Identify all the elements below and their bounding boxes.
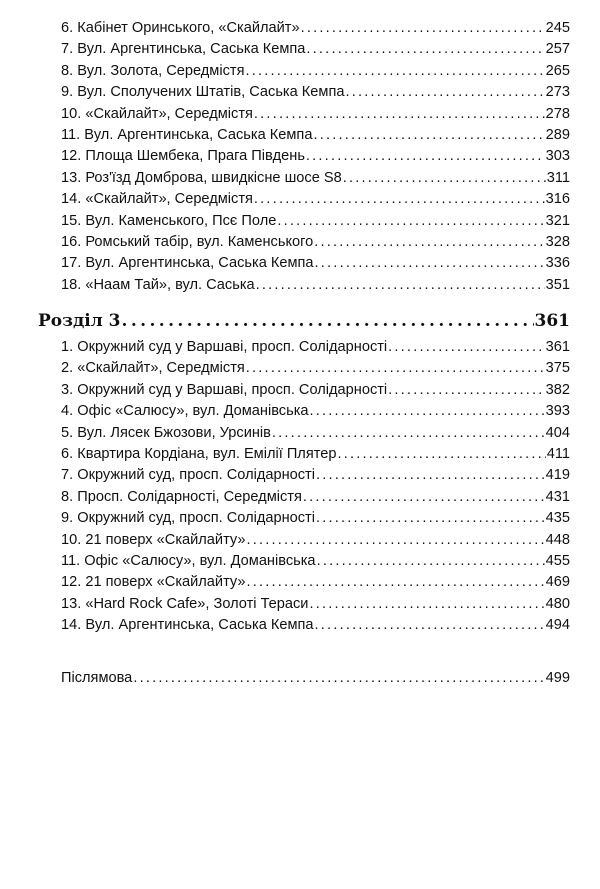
toc-entry-title: 18. «Наам Тай», вул. Саська	[61, 276, 255, 293]
toc-entry-page: 361	[545, 339, 570, 356]
toc-entry	[38, 380, 570, 401]
toc-group-chapter-2-continued	[38, 18, 570, 296]
toc-entry	[38, 337, 570, 358]
leader-dots	[310, 401, 545, 422]
toc-entry-page: 375	[545, 360, 570, 377]
toc-entry-page: 257	[545, 41, 570, 58]
toc-entry	[38, 423, 570, 444]
toc-entry-title: 5. Вул. Лясек Бжозови, Урсинів	[61, 424, 271, 441]
toc-entry-title: 8. Просп. Солідарності, Середмістя	[61, 488, 302, 505]
toc-entry	[38, 444, 570, 465]
toc-entry	[38, 189, 570, 210]
toc-entry	[38, 39, 570, 60]
table-of-contents	[38, 18, 570, 689]
toc-entry	[38, 82, 570, 103]
leader-dots	[345, 82, 544, 103]
leader-dots	[301, 18, 545, 39]
toc-entry-page: 351	[545, 276, 570, 293]
afterword-page: 499	[545, 669, 570, 686]
toc-entry-page: 494	[545, 617, 570, 634]
leader-dots	[388, 337, 544, 358]
leader-dots	[388, 380, 544, 401]
toc-entry-title: 13. «Hard Rock Cafe», Золоті Тераси	[61, 595, 309, 612]
toc-entry-page: 311	[546, 169, 570, 186]
toc-entry	[38, 487, 570, 508]
section-page: 361	[534, 311, 570, 332]
toc-entry-title: 11. Офіс «Салюсу», вул. Доманівська	[61, 552, 316, 569]
toc-entry	[38, 572, 570, 593]
toc-entry	[38, 551, 570, 572]
toc-section-heading	[38, 308, 570, 334]
toc-entry-title: 10. «Скайлайт», Середмістя	[61, 105, 253, 122]
toc-entry	[38, 104, 570, 125]
toc-entry-page: 328	[545, 233, 570, 250]
toc-entry-title: 8. Вул. Золота, Середмістя	[61, 62, 245, 79]
leader-dots	[303, 487, 545, 508]
toc-entry-page: 321	[545, 212, 570, 229]
toc-entry	[38, 61, 570, 82]
toc-entry	[38, 508, 570, 529]
toc-entry	[38, 465, 570, 486]
leader-dots	[343, 168, 546, 189]
toc-entry-page: 382	[545, 381, 570, 398]
leader-dots	[316, 508, 545, 529]
toc-entry	[38, 358, 570, 379]
leader-dots	[272, 423, 545, 444]
toc-entry-page: 431	[545, 488, 570, 505]
leader-dots	[306, 39, 544, 60]
toc-entry-title: 9. Окружний суд, просп. Солідарності	[61, 510, 315, 527]
leader-dots	[309, 594, 544, 615]
leader-dots	[247, 572, 545, 593]
leader-dots	[315, 615, 545, 636]
leader-dots	[306, 146, 545, 167]
toc-entry	[38, 530, 570, 551]
section-title: Розділ 3	[38, 311, 121, 332]
toc-entry-title: 14. «Скайлайт», Середмістя	[61, 191, 253, 208]
toc-entry-title: 6. Квартира Кордіана, вул. Емілії Плятер	[61, 446, 337, 463]
toc-entry-title: 7. Окружний суд, просп. Солідарності	[61, 467, 315, 484]
leader-dots	[313, 125, 544, 146]
toc-entry-title: 4. Офіс «Салюсу», вул. Доманівська	[61, 403, 309, 420]
toc-entry	[38, 146, 570, 167]
toc-entry-title: 17. Вул. Аргентинська, Саська Кемпа	[61, 255, 314, 272]
leader-dots	[317, 551, 545, 572]
afterword-title: Післямова	[61, 669, 133, 686]
leader-dots	[247, 530, 545, 551]
leader-dots	[246, 358, 545, 379]
toc-entry-page: 419	[545, 467, 570, 484]
toc-entry-page: 289	[545, 126, 570, 143]
toc-entry-page: 265	[545, 62, 570, 79]
toc-entry-page: 316	[545, 191, 570, 208]
toc-entry-title: 14. Вул. Аргентинська, Саська Кемпа	[61, 617, 314, 634]
toc-entry-page: 303	[545, 148, 570, 165]
toc-entry-page: 411	[546, 446, 570, 463]
toc-entry	[38, 18, 570, 39]
toc-entry	[38, 168, 570, 189]
toc-entry-page: 448	[545, 531, 570, 548]
leader-dots	[122, 308, 534, 334]
toc-entry-title: 7. Вул. Аргентинська, Саська Кемпа	[61, 41, 306, 58]
leader-dots	[277, 211, 544, 232]
toc-entry	[38, 594, 570, 615]
toc-entry-title: 2. «Скайлайт», Середмістя	[61, 360, 245, 377]
toc-entry-title: 12. 21 поверх «Скайлайту»	[61, 574, 246, 591]
toc-entry-title: 10. 21 поверх «Скайлайту»	[61, 531, 246, 548]
toc-entry-page: 469	[545, 574, 570, 591]
toc-entry	[38, 253, 570, 274]
toc-entry-page: 435	[545, 510, 570, 527]
toc-entry-page: 273	[545, 84, 570, 101]
leader-dots	[245, 61, 544, 82]
toc-entry-title: 6. Кабінет Оринського, «Скайлайт»	[61, 20, 300, 36]
leader-dots	[254, 104, 545, 125]
toc-entry-page: 480	[545, 595, 570, 612]
toc-entry	[38, 232, 570, 253]
toc-entry-title: 11. Вул. Аргентинська, Саська Кемпа	[61, 126, 313, 143]
toc-entry	[38, 615, 570, 636]
leader-dots	[337, 444, 545, 465]
toc-entry-title: 13. Роз'їзд Домброва, швидкісне шосе S8	[61, 169, 342, 186]
toc-entry-page: 336	[545, 255, 570, 272]
toc-entry-page: 278	[545, 105, 570, 122]
toc-entry-title: 12. Площа Шембека, Прага Південь	[61, 148, 305, 165]
leader-dots	[315, 253, 545, 274]
toc-entry-page: 245	[545, 20, 570, 36]
leader-dots	[133, 668, 544, 689]
toc-entry-title: 16. Ромський табір, вул. Каменського	[61, 233, 314, 250]
toc-entry-page: 404	[545, 424, 570, 441]
toc-entry-title: 3. Окружний суд у Варшаві, просп. Солідарності	[61, 381, 388, 398]
toc-entry-title: 1. Окружний суд у Варшаві, просп. Солідарності	[61, 339, 388, 356]
toc-entry-page: 393	[545, 403, 570, 420]
leader-dots	[256, 275, 545, 296]
leader-dots	[316, 465, 545, 486]
toc-entry-title: 9. Вул. Сполучених Штатів, Саська Кемпа	[61, 84, 345, 101]
toc-entry	[38, 211, 570, 232]
toc-entry-title: 15. Вул. Каменського, Псє Поле	[61, 212, 277, 229]
toc-entry	[38, 275, 570, 296]
toc-entry	[38, 401, 570, 422]
toc-group-chapter-3	[38, 337, 570, 636]
leader-dots	[254, 189, 545, 210]
toc-entry	[38, 125, 570, 146]
toc-entry-afterword	[38, 668, 570, 689]
leader-dots	[314, 232, 544, 253]
toc-entry-page: 455	[545, 552, 570, 569]
